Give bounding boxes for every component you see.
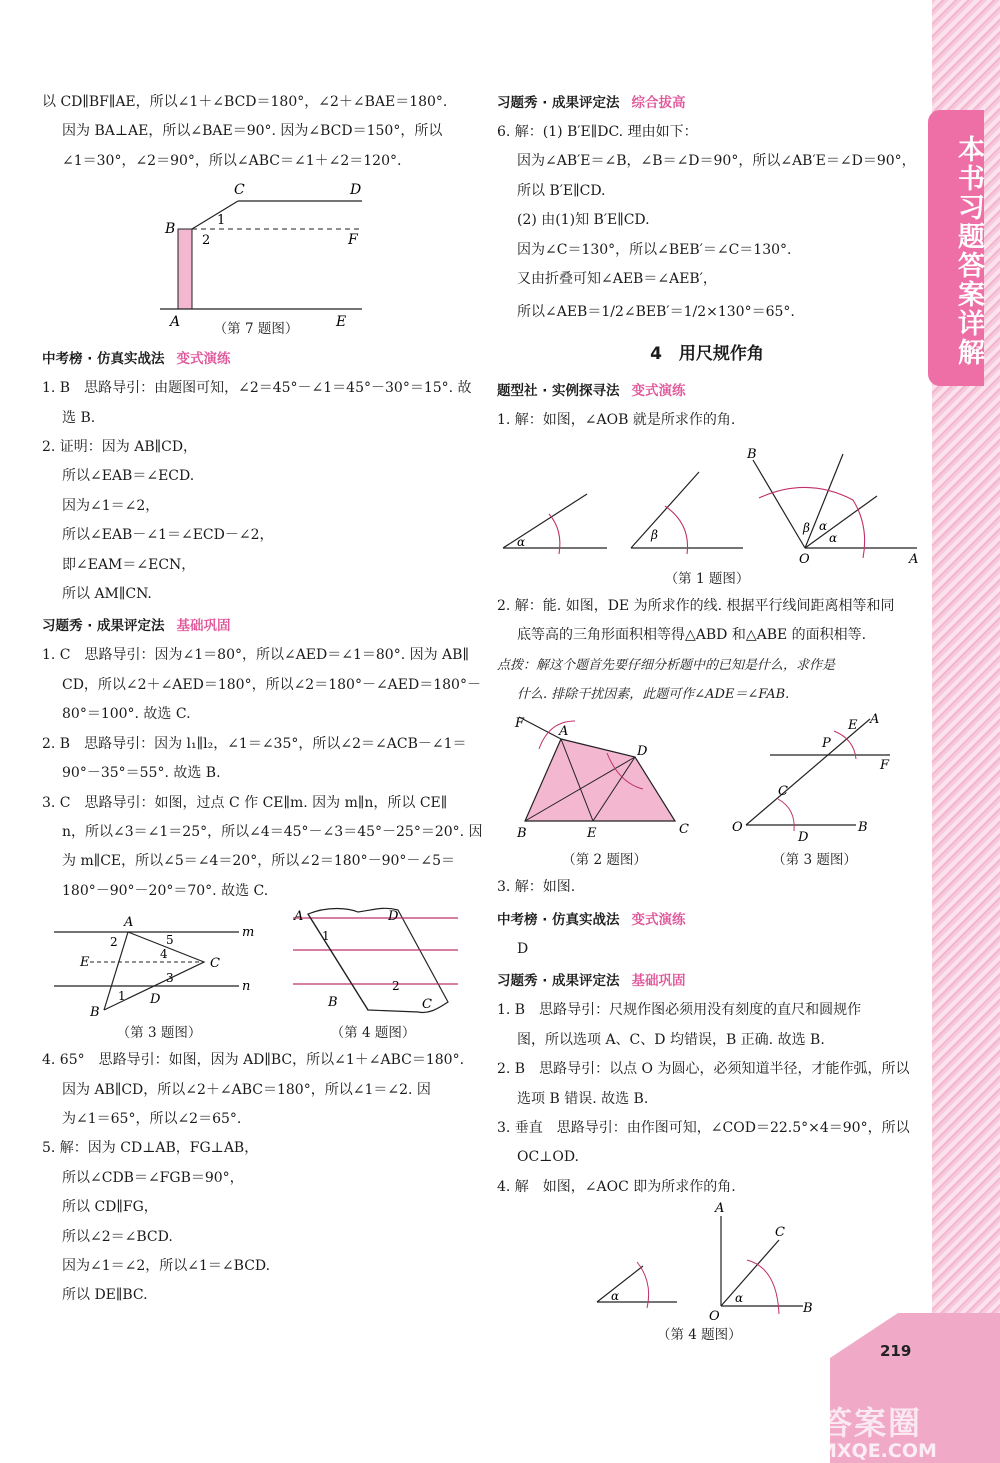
figure-4-left — [288, 906, 458, 1016]
fig3r-label-c: C — [777, 784, 788, 800]
fig4r-label-b: B — [803, 1301, 813, 1317]
fig4-caption: （第 4 题图） — [330, 1025, 416, 1042]
text-line: 因为∠1＝∠2， — [62, 497, 160, 514]
fig1-label-alpha-3: α — [829, 530, 838, 545]
fig4r-label-c: C — [775, 1225, 785, 1241]
text-line: 80°＝100°. 故选 C. — [62, 706, 191, 723]
fig3r-label-o: O — [731, 820, 743, 836]
fig1-label-a: A — [909, 551, 919, 567]
fig7-caption: （第 7 题图） — [213, 321, 299, 338]
section-title-1: 中考榜 · 仿真实战法 变式演练 — [42, 351, 231, 368]
fig3-label-1: 1 — [118, 989, 126, 1004]
intro-line-1: 以 CD∥BF∥AE，所以∠1＋∠BCD＝180°，∠2＋∠BAE＝180°. — [42, 94, 448, 110]
section-tag-3: 综合拔高 — [631, 95, 686, 111]
text-line: 所以 B′E∥CD. — [517, 182, 606, 199]
text-line: 1. B 思路导引：尺规作图必须用没有刻度的直尺和圆规作 — [497, 1002, 862, 1019]
right-column — [497, 86, 917, 1348]
chapter-title: 4 用尺规作角 — [650, 344, 764, 365]
section-title-5: 中考榜 · 仿真实战法 变式演练 — [497, 911, 686, 928]
fig3r-label-f: F — [879, 758, 889, 774]
figure-3-right — [730, 712, 900, 846]
text-line: 所以∠EAB＝∠ECD. — [62, 468, 195, 485]
fig3-label-5: 5 — [166, 933, 174, 948]
fig4-label-2: 2 — [392, 979, 400, 994]
fig3-label-3: 3 — [166, 971, 174, 986]
intro-line-2: 因为 BA⊥AE，所以∠BAE＝90°. 因为∠BCD＝150°，所以 — [62, 123, 443, 140]
fig2-label-f: F — [514, 716, 524, 732]
section-title-2: 习题秀 · 成果评定法 基础巩固 — [42, 618, 231, 635]
text-line: 4. 65° 思路导引：如图，因为 AD∥BC，所以∠1＋∠ABC＝180°. — [42, 1052, 465, 1069]
tip-line: 点拨：解这个题首先要仔细分析题中的已知是什么，求作是 — [497, 657, 836, 673]
fig1-label-alpha-2: α — [819, 518, 828, 533]
fig7-label-b: B — [165, 221, 176, 238]
section-title-4: 题型社 · 实例探寻法 变式演练 — [497, 383, 686, 400]
fig7-label-1: 1 — [217, 213, 226, 229]
text-line: 所以∠AEB＝1/2∠BEB′＝1/2×130°＝65°. — [517, 304, 795, 321]
text-line: CD，所以∠2＋∠AED＝180°，所以∠2＝180°－∠AED＝180°－ — [62, 676, 481, 693]
text-line: 选 B. — [62, 409, 96, 426]
text-line: 所以∠CDB＝∠FGB＝90°， — [62, 1169, 244, 1186]
fig3r-caption: （第 3 题图） — [772, 852, 857, 869]
text-line: 因为∠AB′E＝∠B，∠B＝∠D＝90°，所以∠AB′E＝∠D＝90°， — [517, 153, 916, 170]
text-line: 2. B 思路导引：以点 O 为圆心，必须知道半径，才能作弧，所以 — [497, 1061, 910, 1078]
fig1-label-alpha-1: α — [517, 534, 526, 549]
tip-line: 什么. 排除干扰因素，此题可作∠ADE＝∠FAB. — [517, 687, 790, 703]
text-line: 所以 AM∥CN. — [62, 586, 152, 603]
fig3-label-n: n — [242, 979, 251, 995]
fig3r-label-p: P — [821, 736, 831, 752]
text-line: 所以∠EAB－∠1＝∠ECD－∠2， — [62, 527, 274, 544]
text-line: 为∠1＝65°，所以∠2＝65°. — [62, 1110, 242, 1127]
fig4-label-c: C — [422, 997, 432, 1013]
fig4-label-b: B — [328, 995, 338, 1011]
text-line: OC⊥OD. — [517, 1149, 580, 1166]
text-line: 所以 DE∥BC. — [62, 1287, 148, 1304]
fig3r-label-d: D — [797, 830, 808, 846]
fig7-label-e: E — [336, 314, 347, 331]
text-line: 3. 垂直 思路导引：由作图可知，∠COD＝22.5°×4＝90°，所以 — [497, 1119, 910, 1136]
section-tag-6: 基础巩固 — [631, 973, 686, 990]
fig3r-label-e: E — [847, 718, 857, 734]
fig1-caption: （第 1 题图） — [664, 570, 750, 587]
fig2-label-c: C — [678, 822, 689, 838]
figure-3-left — [54, 906, 264, 1021]
text-line: 所以 CD∥FG， — [62, 1199, 158, 1216]
fig3-label-e: E — [80, 955, 90, 971]
fig3-caption: （第 3 题图） — [116, 1025, 202, 1042]
fig4-label-a: A — [294, 909, 304, 925]
section-title-3: 习题秀 · 成果评定法 综合拔高 — [497, 95, 686, 111]
fig1-label-o: O — [799, 551, 810, 567]
fig4r-label-a: A — [715, 1201, 725, 1217]
fig3-label-m: m — [242, 925, 255, 941]
fig1-label-b: B — [747, 446, 757, 462]
fig3-label-b: B — [90, 1005, 100, 1021]
fig4r-label-alpha-1: α — [611, 1289, 620, 1304]
fig3r-label-b: B — [857, 820, 868, 836]
fig7-label-a: A — [170, 314, 181, 331]
section-title-6: 习题秀 · 成果评定法 基础巩固 — [497, 973, 686, 990]
section-tag-2: 基础巩固 — [176, 618, 231, 635]
section-tag-4: 变式演练 — [631, 383, 686, 400]
intro-line-3: ∠1＝30°，∠2＝90°，所以∠ABC＝∠1＋∠2＝120°. — [62, 152, 402, 169]
watermark-top: 答案圈 — [820, 1404, 923, 1442]
text-line: (2) 由(1)知 B′E∥CD. — [517, 212, 650, 229]
text-line: 因为∠C＝130°，所以∠BEB′＝∠C＝130°. — [517, 241, 792, 258]
text-line: D — [517, 940, 529, 957]
fig2-label-e: E — [586, 826, 596, 842]
fig3-label-a: A — [124, 915, 134, 931]
fig3-label-d: D — [150, 992, 161, 1008]
text-line: 2. 证明：因为 AB∥CD， — [42, 439, 198, 456]
text-line: 2. 解：能. 如图，DE 为所求作的线. 根据平行线间距离相等和同 — [497, 597, 895, 614]
text-line: 1. B 思路导引：由题图可知，∠2＝45°－∠1＝45°－30°＝15°. 故 — [42, 380, 472, 397]
text-line: 底等高的三角形面积相等得△ABD 和△ABE 的面积相等. — [517, 627, 867, 644]
fig4-label-1: 1 — [322, 929, 330, 944]
figure-1-right — [497, 436, 917, 566]
text-line: 因为∠1＝∠2，所以∠1＝∠BCD. — [62, 1257, 271, 1274]
fig4r-label-alpha-2: α — [735, 1291, 744, 1306]
section-tag-1: 变式演练 — [176, 351, 231, 368]
figure-2-right — [515, 713, 695, 843]
text-line: 选项 B 错误. 故选 B. — [517, 1090, 649, 1107]
text-line: 90°－35°＝55°. 故选 B. — [62, 765, 221, 782]
text-line: 为 m∥CE，所以∠5＝∠4＝20°，所以∠2＝180°－90°－∠5＝ — [62, 853, 456, 870]
fig2-caption: （第 2 题图） — [562, 852, 647, 869]
fig7-label-2: 2 — [202, 233, 211, 249]
fig2-label-a: A — [558, 724, 568, 740]
text-line: 图，所以选项 A、C、D 均错误，B 正确. 故选 B. — [517, 1031, 825, 1048]
figure-4-right — [497, 1201, 917, 1325]
text-line: 3. C 思路导引：如图，过点 C 作 CE∥m. 因为 m∥n，所以 CE∥ — [42, 794, 448, 811]
page-number: 219 — [880, 1342, 912, 1360]
text-line: 4. 解 如图，∠AOC 即为所求作的角. — [497, 1178, 736, 1195]
text-line: 因为 AB∥CD，所以∠2＋∠ABC＝180°，所以∠1＝∠2. 因 — [62, 1081, 431, 1098]
fig1-label-beta-1: β — [651, 527, 658, 542]
text-line: n，所以∠3＝∠1＝25°，所以∠4＝45°－∠3＝45°－25°＝20°. 因 — [62, 823, 483, 840]
text-line: 即∠EAM＝∠ECN， — [62, 556, 196, 573]
fig4r-caption: （第 4 题图） — [657, 1327, 742, 1344]
text-line: 180°－90°－20°＝70°. 故选 C. — [62, 882, 269, 899]
fig3-label-4: 4 — [160, 947, 168, 962]
text-line: 又由折叠可知∠AEB＝∠AEB′， — [517, 271, 717, 288]
text-line: 3. 解：如图. — [497, 879, 576, 896]
fig4r-label-o: O — [709, 1309, 720, 1325]
fig2-label-d: D — [636, 744, 647, 760]
text-line: 所以∠2＝∠BCD. — [62, 1228, 173, 1245]
fig7-label-f: F — [348, 232, 358, 249]
figures-3-4 — [42, 906, 470, 1046]
left-column — [42, 88, 483, 1311]
fig1-label-beta-2: β — [803, 520, 810, 535]
fig3-label-2: 2 — [110, 935, 118, 950]
fig4-label-d: D — [388, 909, 399, 925]
text-line: 5. 解：因为 CD⊥AB，FG⊥AB， — [42, 1140, 259, 1157]
figures-2-3-right — [497, 713, 917, 873]
watermark-bottom: MXQE.COM — [818, 1440, 937, 1462]
fig3-label-c: C — [210, 956, 220, 972]
text-line: 1. C 思路导引：因为∠1＝80°，所以∠AED＝∠1＝80°. 因为 AB∥ — [42, 647, 469, 664]
fig7-label-d: D — [350, 182, 362, 199]
fig7-label-c: C — [234, 182, 245, 199]
section-tag-5: 变式演练 — [631, 911, 686, 928]
text-line: 1. 解：如图，∠AOB 就是所求作的角. — [497, 412, 736, 429]
fig3r-label-a: A — [869, 712, 879, 728]
fig2-label-b: B — [516, 826, 527, 842]
text-line: 6. 解：(1) B′E∥DC. 理由如下： — [497, 124, 698, 140]
sidebar-title: 本书习题答案详解 — [928, 110, 984, 386]
text-line: 2. B 思路导引：因为 l₁∥l₂，∠1＝∠35°，所以∠2＝∠ACB－∠1＝ — [42, 735, 467, 752]
